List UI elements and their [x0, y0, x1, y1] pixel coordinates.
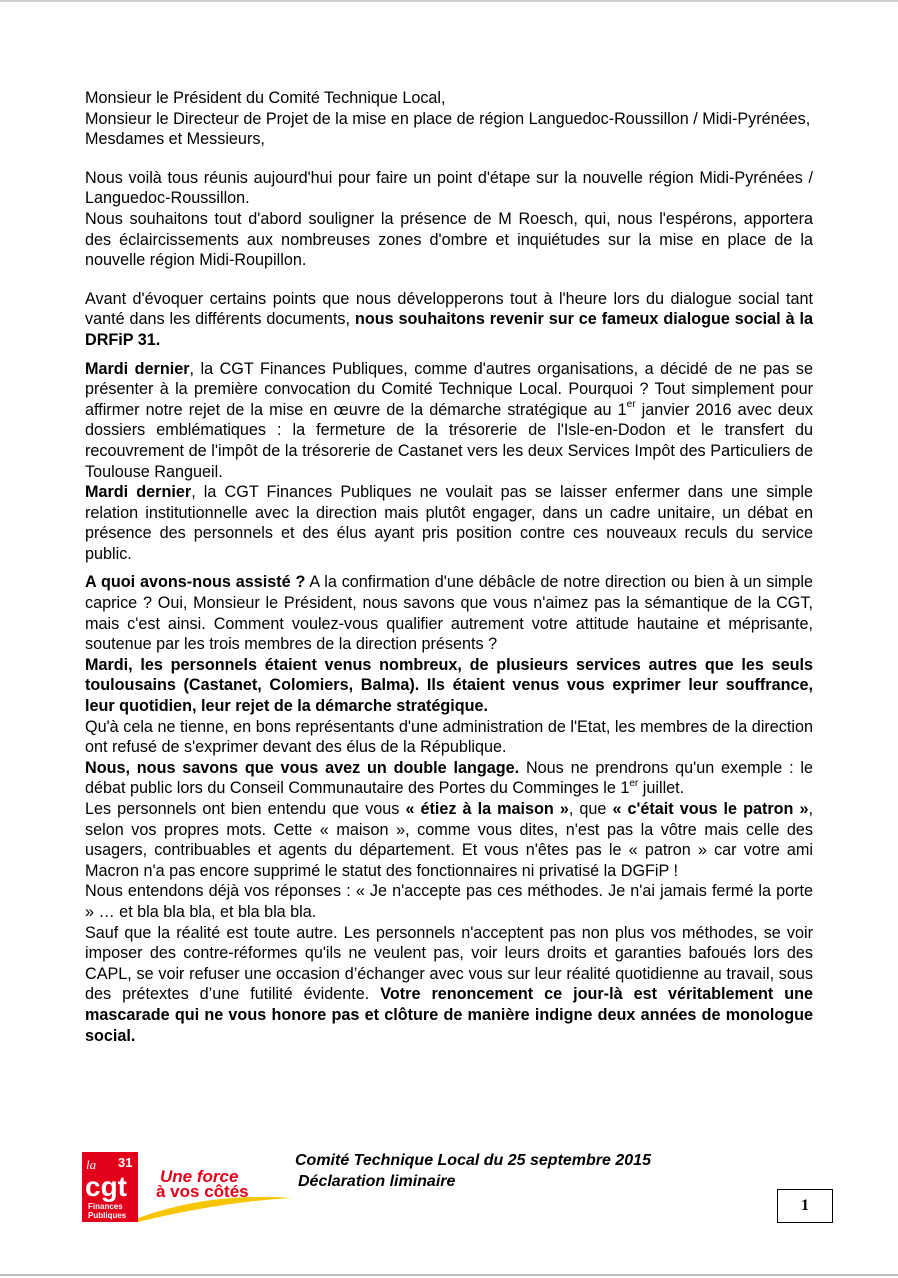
paragraph-text: Nous ne prendrons qu'un exemple : le débat public lors du Conseil Communautaire des Portes du Comminges le 1: [85, 758, 813, 798]
paragraph: Nous souhaitons tout d'abord souligner la présence de M Roesch, qui, nous l'espérons, apportera des éclaircissements aux nombreuses zones d'ombre et inquiétudes sur la mise en place de la nouvelle région Midi-Roupillon.: [85, 209, 813, 270]
salutation-line: Monsieur le Directeur de Projet de la mise en place de région Languedoc-Roussillon / Midi-Pyrénées,: [85, 109, 811, 128]
superscript: er: [629, 778, 639, 790]
paragraph: [85, 655, 813, 717]
paragraph: [85, 482, 813, 564]
salutation-line: Mesdames et Messieurs,: [85, 130, 265, 149]
paragraph: [85, 923, 813, 1047]
paragraph-text: juillet.: [638, 779, 685, 798]
emphasis: A quoi avons-nous assisté ?: [85, 573, 306, 592]
footer-subtitle: Déclaration liminaire: [298, 1173, 456, 1190]
emphasis: Votre renoncement ce jour-là est véritablement une mascarade qui ne vous honore pas et clôture de manière indigne deux années de monologue social.: [85, 985, 813, 1045]
emphasis: « étiez à la maison »: [405, 800, 569, 818]
logo-number: 31: [118, 1155, 133, 1170]
emphasis: Mardi dernier: [85, 359, 190, 378]
paragraph-text: Sauf que la réalité est toute autre. Les personnels n'acceptent pas non plus vos méthodes, se voir imposer des contre-réformes qu'ils ne veulent pas, voir leurs droits et garanties bafoués lors des CAPL, se voir refuser une occasion d’échanger avec vous sur leur réalité quotidienne au travail, sous des prétextes d’une futilité évidente.: [85, 923, 813, 1004]
paragraph-text: A la confirmation d'une débâcle de notre direction ou bien à un simple caprice ? Oui, Monsieur le Président, nous savons que vous n'aimez pas la sémantique de la CGT, mais c'est ainsi. Comment voulez-vous qualifier autrement votre attitude hautaine et méprisante, soutenue par les trois membres de la direction présents ?: [85, 573, 814, 654]
logo-sub2: Publiques: [88, 1211, 127, 1220]
logo-sub1: Finances: [88, 1202, 123, 1211]
footer-title: Comité Technique Local du 25 septembre 2015: [295, 1152, 651, 1169]
logo-la: la: [86, 1157, 97, 1172]
emphasis: Mardi, les personnels étaient venus nombreux, de plusieurs services autres que les seuls toulousains (Castanet, Colomiers, Balma). Ils étaient venus vous exprimer leur souffrance, leur quotidien, leur rejet de la démarche stratégique.: [85, 655, 813, 716]
paragraph-text: , la CGT Finances Publiques, comme d'autres organisations, a décidé de ne pas se présenter à la première convocation du Comité Technique Local. Pourquoi ? Tout simplement pour affirmer notre rejet de la mise en œuvre de la démarche stratégique au 1: [85, 359, 813, 419]
logo-brand: cgt: [85, 1171, 127, 1202]
bottom-rule: [0, 1274, 898, 1276]
paragraph: Qu'à cela ne tienne, en bons représentants d'une administration de l'Etat, les membres de la direction ont refusé de s'exprimer devant des élus de la République.: [85, 717, 813, 757]
emphasis: Mardi dernier: [85, 483, 192, 502]
paragraph-text: , la CGT Finances Publiques ne voulait pas se laisser enfermer dans une simple relation institutionnelle avec la direction mais plutôt engager, dans un cadre unitaire, un débat en présence des personnels et des élus ayant pris position contre ces nouveaux reculs du service public.: [85, 483, 813, 563]
logo-slogan-1: Une force: [160, 1167, 239, 1186]
paragraph-text: Avant d'évoquer certains points que nous développerons tout à l'heure lors du dialogue social tant vanté dans les différents documents,: [85, 289, 813, 329]
document-body: [85, 88, 813, 1046]
logo-slogan-2: à vos côtés: [156, 1182, 249, 1201]
page-number: 1: [777, 1189, 833, 1223]
paragraph-text: Les personnels ont bien entendu que vous: [85, 800, 406, 818]
paragraph-text: , selon vos propres mots. Cette « maison », comme vous dites, n'est pas la vôtre mais celle des usagers, contribuables et agents du département. Et vous n'êtes pas le « patron » car votre ami Macron n'a pas encore supprimé le statut des fonctionnaires ni privatisé la DGFiP !: [85, 800, 813, 880]
paragraph-text: janvier 2016 avec deux dossiers emblématiques : la fermeture de la trésorerie de l'Isle-en-Dodon et le transfert du recouvrement de l'impôt de la trésorerie de Castanet vers les deux Services Impôt des Particuliers de Toulouse Rangueil.: [85, 400, 813, 481]
emphasis: Nous, nous savons que vous avez un double langage.: [85, 758, 520, 777]
footer-caption: [295, 1150, 651, 1192]
paragraph: [85, 359, 813, 483]
superscript: er: [626, 399, 636, 411]
paragraph: [85, 799, 813, 881]
paragraph: [85, 758, 813, 799]
salutation-line: Monsieur le Président du Comité Technique Local,: [85, 89, 446, 107]
paragraph: Nous entendons déjà vos réponses : « Je n'accepte pas ces méthodes. Je n'ai jamais fermé la porte » … et bla bla bla, et bla bla bla.: [85, 882, 813, 921]
cgt-logo: [80, 1152, 300, 1224]
paragraph: [85, 572, 813, 654]
paragraph-text: , que: [568, 800, 613, 818]
top-rule: [0, 0, 898, 2]
emphasis: « c'était vous le patron »: [612, 800, 809, 818]
paragraph: Nous voilà tous réunis aujourd'hui pour faire un point d'étape sur la nouvelle région Midi-Pyrénées / Languedoc-Roussillon.: [85, 168, 813, 208]
emphasis: nous souhaitons revenir sur ce fameux dialogue social à la DRFiP 31.: [85, 310, 814, 349]
paragraph: [85, 289, 813, 351]
